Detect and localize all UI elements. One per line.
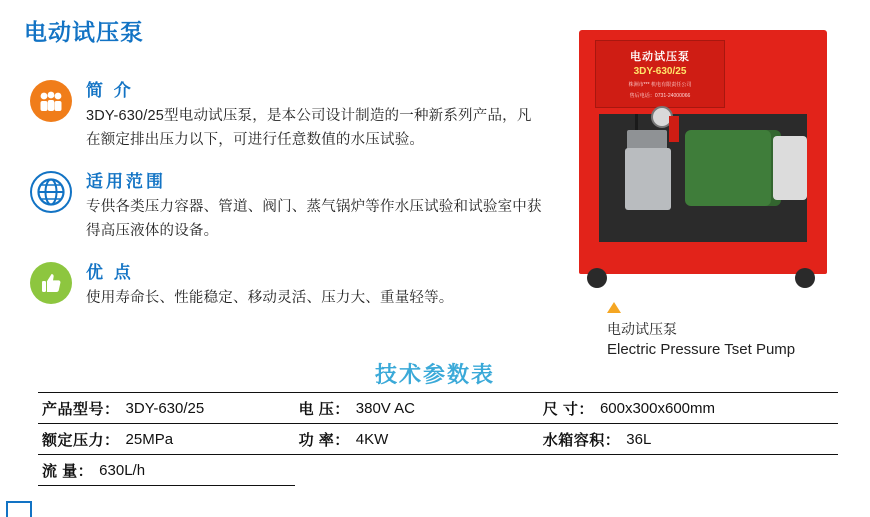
machine-label-model: 3DY-630/25 <box>633 66 687 77</box>
people-icon <box>30 80 72 122</box>
spec-value: 600x300x600mm <box>599 399 716 417</box>
feature-item-intro <box>24 76 544 153</box>
spec-value: 380V AC <box>355 399 415 417</box>
motor-fan-cover-part <box>773 136 807 200</box>
spec-label: 流 量： <box>42 462 94 480</box>
pump-illustration <box>573 18 835 298</box>
spec-cell <box>38 393 295 424</box>
wheel-right <box>795 268 815 288</box>
spec-cell <box>539 393 838 424</box>
spec-cell <box>295 424 539 455</box>
feature-item-scope <box>24 167 544 244</box>
machine-base <box>579 256 827 274</box>
machine-label-panel <box>595 40 725 108</box>
feature-text: 3DY-630/25型电动试压泵，是本公司设计制造的一种新系列产品，凡在额定排出压力以下，可进行任意数值的水压试验。 <box>86 108 532 148</box>
spec-cell <box>38 455 295 486</box>
spec-label: 产品型号： <box>42 400 120 418</box>
page-corner-marker <box>6 501 32 517</box>
feature-text: 使用寿命长、性能稳定、移动灵活、压力大、重量轻等。 <box>86 289 454 306</box>
feature-title: 适用范围 <box>86 171 166 191</box>
spec-cell <box>539 424 838 455</box>
table-row <box>38 455 838 486</box>
page-title: 电动试压泵 <box>24 19 144 45</box>
pump-body-part <box>625 148 671 210</box>
table-row <box>38 393 838 424</box>
wheel-left <box>587 268 607 288</box>
spec-cell-empty <box>539 455 838 486</box>
spec-label: 电 压： <box>298 400 350 418</box>
product-photo-block <box>565 18 855 358</box>
feature-title: 优 点 <box>86 262 134 282</box>
spec-table-title: 技术参数表 <box>374 362 495 387</box>
spec-value: 630L/h <box>99 461 146 479</box>
spec-cell <box>295 393 539 424</box>
product-caption-en: Electric Pressure Tset Pump <box>607 341 796 358</box>
motor-part <box>685 130 781 206</box>
valve-part <box>669 116 679 142</box>
spec-label: 水箱容积： <box>542 431 621 449</box>
spec-cell <box>38 424 295 455</box>
spec-table <box>38 392 838 486</box>
spec-label: 额定压力： <box>42 431 120 449</box>
feature-text: 专供各类压力容器、管道、阀门、蒸气锅炉等作水压试验和试验室中获得高压液体的设备。 <box>86 198 542 239</box>
pump-head-part <box>627 130 667 150</box>
triangle-marker-icon <box>607 302 621 313</box>
spec-label: 功 率： <box>298 431 350 449</box>
machine-label-brand: 电动试压泵 <box>630 51 690 63</box>
machine-label-phone: 售后电话：0731-24000066 <box>629 93 691 99</box>
feature-title: 简 介 <box>86 81 134 100</box>
globe-icon <box>30 171 72 213</box>
feature-item-advantages <box>24 258 544 328</box>
table-row <box>38 424 838 455</box>
spec-value: 25MPa <box>125 430 174 448</box>
spec-value: 36L <box>626 430 652 448</box>
feature-list <box>24 76 544 342</box>
thumbs-up-icon <box>30 262 72 304</box>
spec-label: 尺 寸： <box>542 400 594 418</box>
spec-cell-empty <box>295 455 539 486</box>
spec-value: 4KW <box>355 430 389 448</box>
spec-value: 3DY-630/25 <box>125 399 205 417</box>
product-caption-cn: 电动试压泵 <box>607 321 677 337</box>
machine-label-company: 株洲市*** 机电有限责任公司 <box>628 82 692 88</box>
